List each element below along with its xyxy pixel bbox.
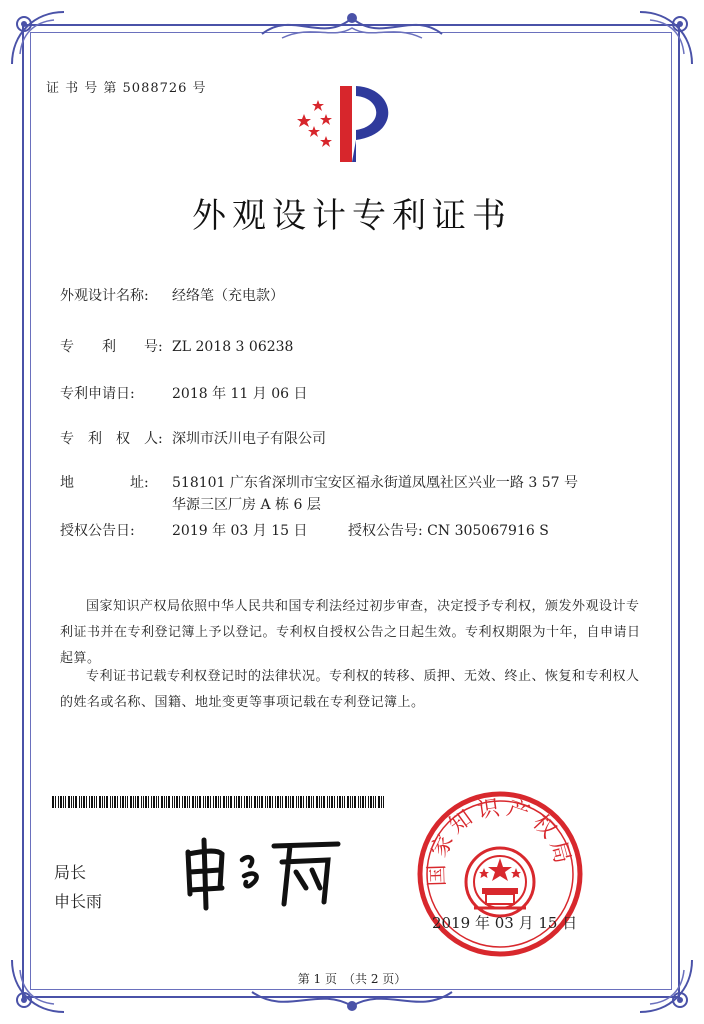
director-title: 局长 xyxy=(54,863,87,882)
page-number: 第 1 页 （共 2 页） xyxy=(297,972,407,986)
director-signature xyxy=(178,832,348,912)
grant-date-label: 授权公告日: xyxy=(60,523,135,539)
design-name-label: 外观设计名称: xyxy=(60,288,149,304)
certificate-title: 外观设计专利证书 xyxy=(192,196,512,236)
corner-ornament-top-left xyxy=(4,4,74,74)
grant-number-label: 授权公告号: xyxy=(348,523,423,539)
patent-number-row xyxy=(60,336,293,358)
address-value: 518101 广东省深圳市宝安区福永街道凤凰社区兴业一路 3 57 号华源三区厂房 A 栋 6 层 xyxy=(172,475,578,513)
national-emblem-icon xyxy=(466,848,534,916)
barcode xyxy=(52,796,384,808)
certificate-paragraph-1: 国家知识产权局依照中华人民共和国专利法经过初步审查，决定授予专利权，颁发外观设计专利证书并在专利登记簿上予以登记。专利权自授权公告之日起生效。专利权期限为十年，自申请日起算。 xyxy=(60,599,641,666)
certificate-number: 证 书 号 第 5088726 号 xyxy=(46,81,207,96)
director-name: 申长雨 xyxy=(54,892,103,911)
grant-date-value: 2019 年 03 月 15 日 xyxy=(172,523,308,539)
filing-date-value: 2018 年 11 月 06 日 xyxy=(172,386,308,402)
top-scroll-ornament xyxy=(252,4,452,50)
grant-date-row xyxy=(60,520,308,542)
filing-date-row xyxy=(60,383,308,405)
patentee-label: 专 利 权 人: xyxy=(60,431,163,447)
patent-number-label: 专 利 号: xyxy=(60,339,163,355)
patent-number-value: ZL 2018 3 06238 xyxy=(172,339,294,355)
seal-text: 国家知识产权局 xyxy=(424,795,576,887)
grant-number-value: CN 305067916 S xyxy=(427,523,549,539)
corner-ornament-top-right xyxy=(630,4,700,74)
filing-date-label: 专利申请日: xyxy=(60,386,135,402)
grant-number-row xyxy=(348,520,549,542)
certificate-paragraph-2: 专利证书记载专利权登记时的法律状况。专利权的转移、质押、无效、终止、恢复和专利权人的姓名或名称、国籍、地址变更等事项记载在专利登记簿上。 xyxy=(60,669,640,710)
design-name-value: 经络笔（充电款） xyxy=(172,288,284,304)
patent-office-emblem-icon xyxy=(292,78,412,168)
patentee-value: 深圳市沃川电子有限公司 xyxy=(172,431,326,447)
bottom-scroll-ornament xyxy=(242,982,462,1020)
address-label: 地 址: xyxy=(60,475,149,491)
seal-date: 2019 年 03 月 15 日 xyxy=(432,914,578,932)
patentee-row xyxy=(60,428,326,450)
design-name-row xyxy=(60,285,284,307)
address-row xyxy=(60,472,620,516)
